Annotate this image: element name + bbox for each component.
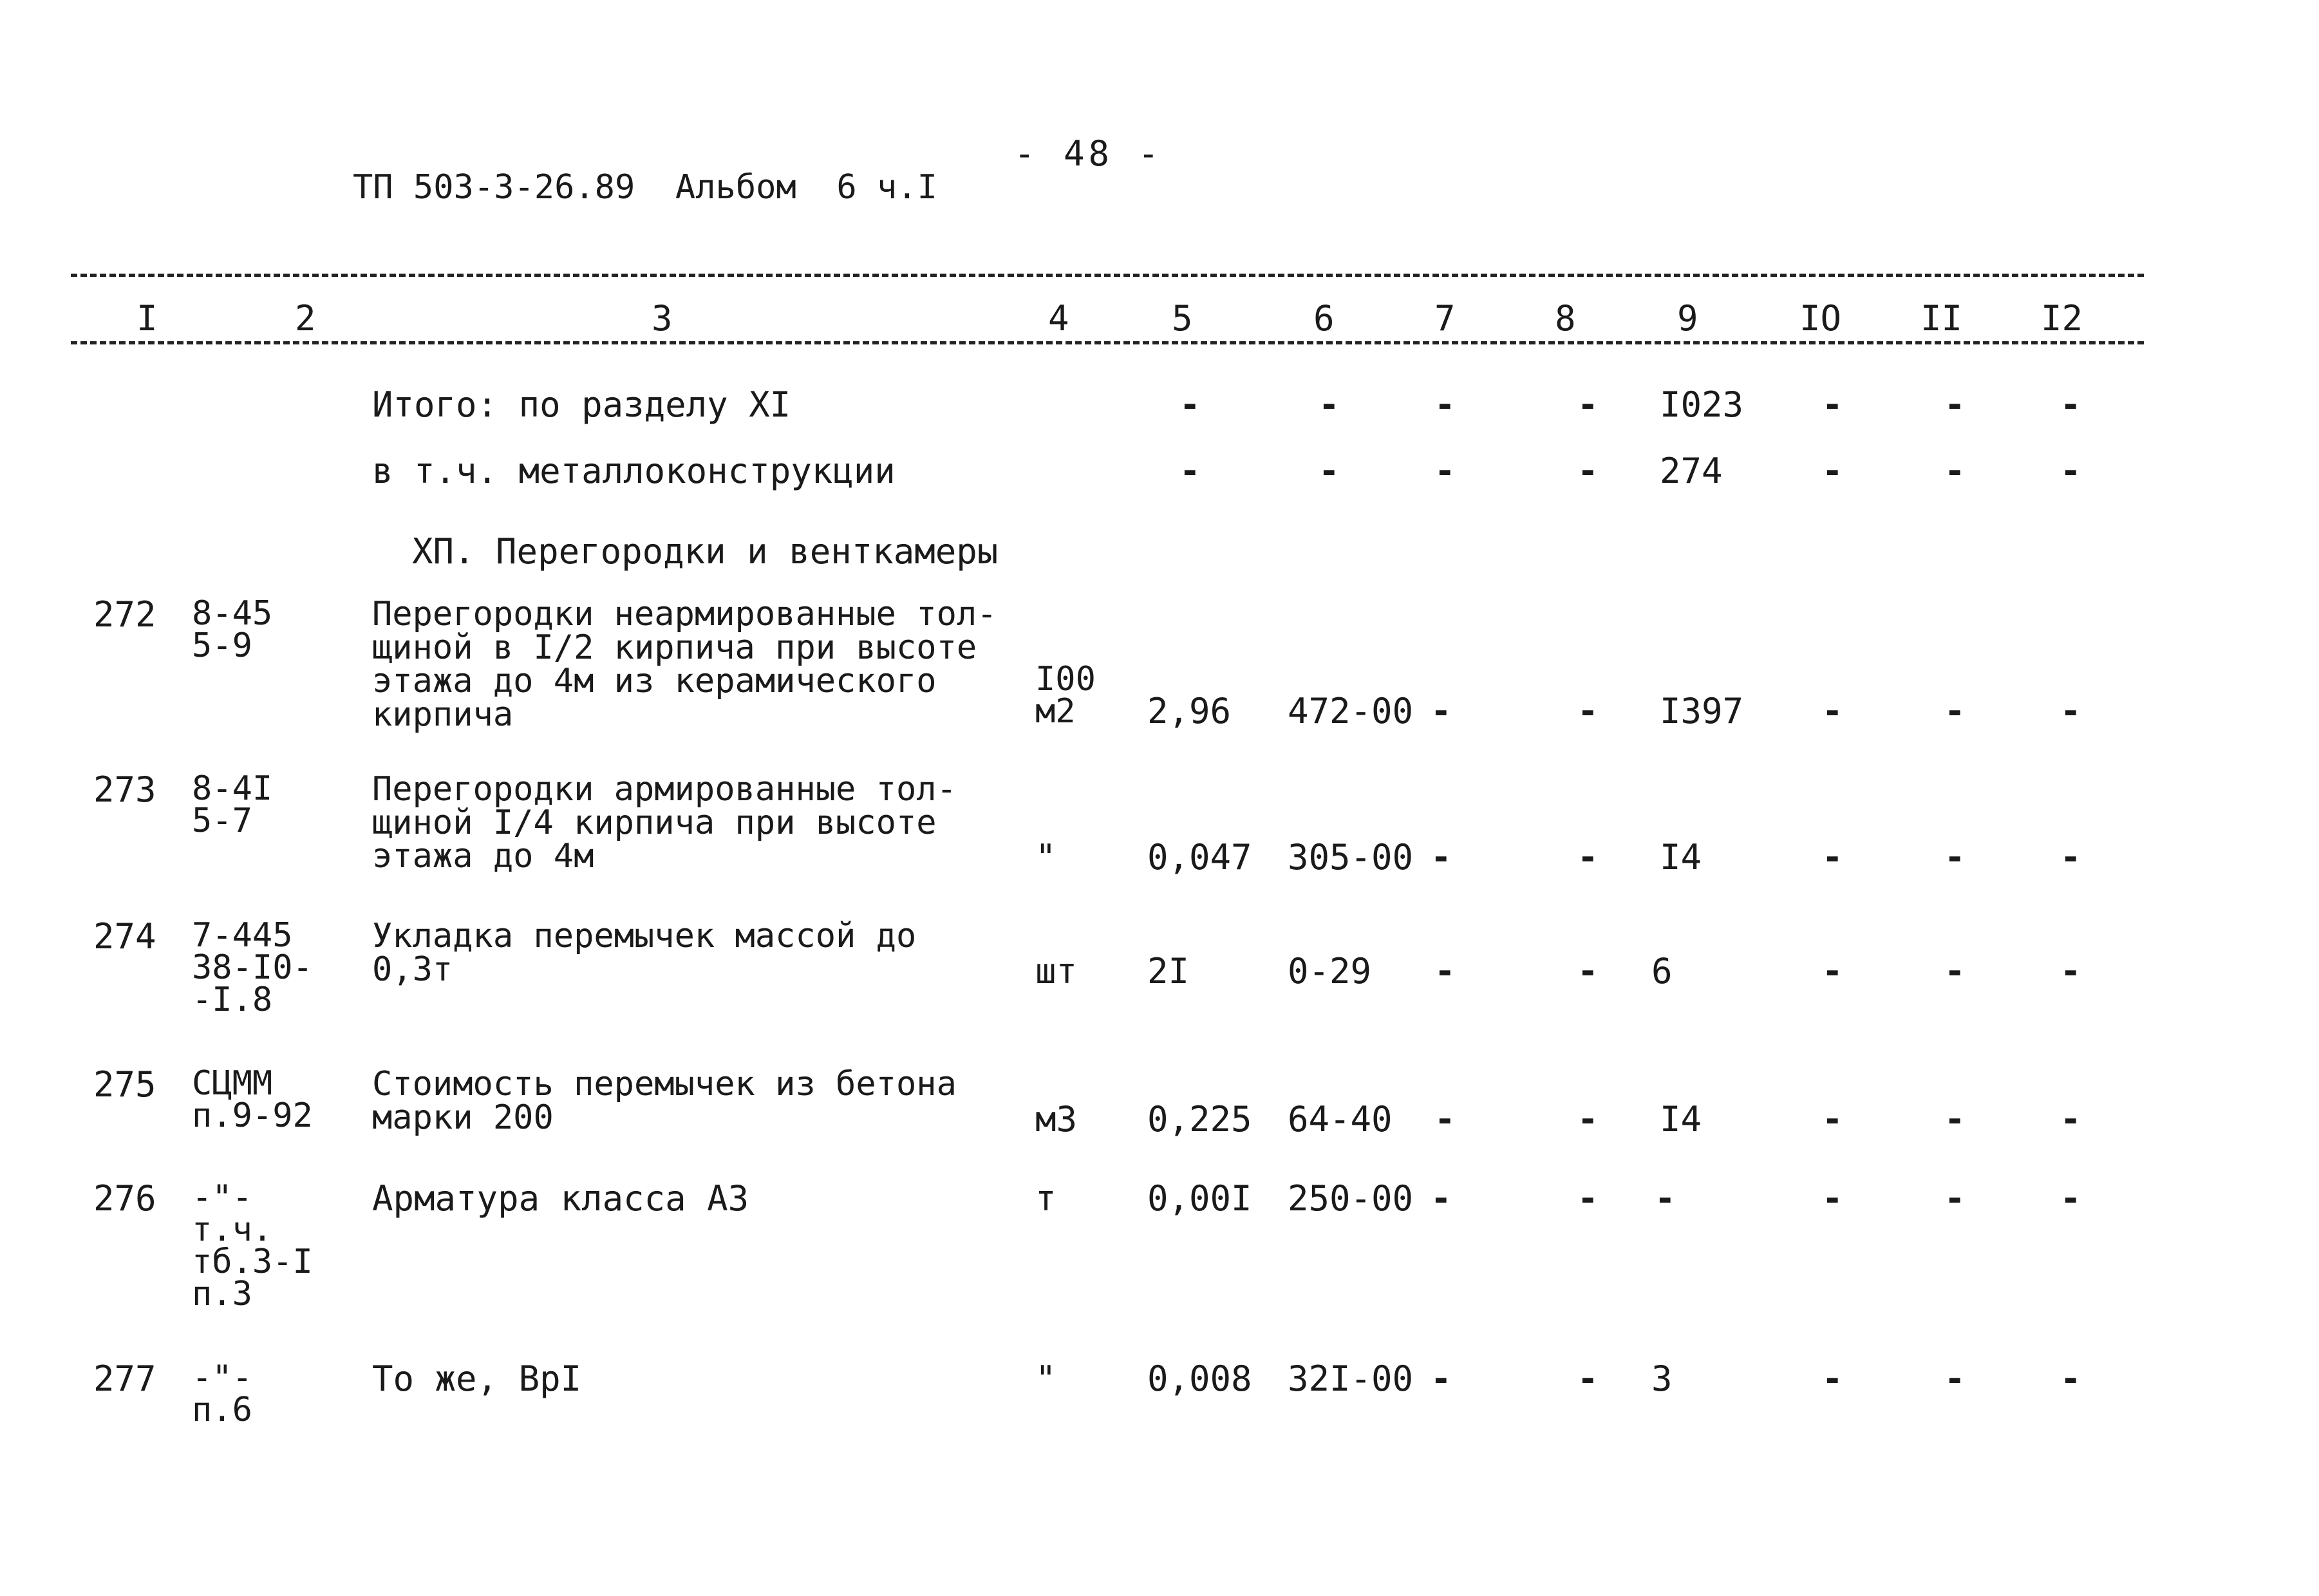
cell-col5: - — [1179, 384, 1201, 425]
unit: " — [1035, 1358, 1056, 1399]
unit: м3 — [1035, 1099, 1078, 1140]
unit-price: 0-29 — [1288, 951, 1372, 991]
column-number: II — [1920, 298, 1963, 339]
cell-col11: - — [1944, 451, 1966, 491]
cell-col8: - — [1577, 837, 1599, 878]
cell-col5: - — [1179, 451, 1201, 491]
norm-code: 8-45 5-9 — [192, 594, 273, 665]
norm-code: 7-445 38-I0- -I.8 — [192, 916, 313, 1019]
quantity: 0,225 — [1147, 1099, 1252, 1140]
cell-col11: - — [1944, 837, 1966, 878]
page-number: - 48 - — [1014, 133, 1163, 174]
cell-col10: - — [1822, 451, 1843, 491]
unit: шт — [1035, 951, 1078, 991]
norm-code: -"- п.6 — [192, 1358, 252, 1429]
quantity: 2,96 — [1147, 691, 1232, 731]
column-number: 6 — [1313, 298, 1335, 339]
work-description: Стоимость перемычек из бетона марки 200 — [372, 1065, 957, 1137]
cell-col10: - — [1822, 837, 1843, 878]
cell-col11: - — [1944, 951, 1966, 991]
cell-col7: - — [1431, 1358, 1452, 1399]
cell-col10: - — [1822, 691, 1843, 731]
norm-code: 8-4I 5-7 — [192, 769, 273, 840]
column-number: I — [136, 298, 158, 339]
cell-col6: - — [1319, 451, 1340, 491]
cell-col12: - — [2060, 837, 2081, 878]
cell-col12: - — [2060, 951, 2081, 991]
unit: " — [1035, 837, 1056, 878]
cell-col9: - — [1655, 1178, 1676, 1219]
cell-col8: - — [1577, 951, 1599, 991]
cell-col10: - — [1822, 384, 1843, 425]
row-number: 275 — [93, 1064, 156, 1105]
cell-col10: - — [1822, 951, 1843, 991]
unit: т — [1035, 1178, 1056, 1219]
work-description: Перегородки неармированные тол- щиной в I/2 кирпича при высоте этажа до 4м из керамического кирпича — [372, 595, 997, 734]
cell-col8: - — [1577, 451, 1599, 491]
cell-col12: - — [2060, 451, 2081, 491]
unit-price: 32I-00 — [1288, 1358, 1414, 1399]
cell-col6: - — [1319, 384, 1340, 425]
cell-col7: - — [1434, 384, 1456, 425]
row-number: 274 — [93, 916, 156, 957]
row-number: 272 — [93, 594, 156, 635]
cell-col11: - — [1944, 1358, 1966, 1399]
quantity: 2I — [1147, 951, 1190, 991]
cell-col12: - — [2060, 691, 2081, 731]
column-number: IO — [1799, 298, 1842, 339]
unit: I00 м2 — [1035, 660, 1096, 731]
cell-col7: - — [1434, 1099, 1456, 1140]
cell-col9: I4 — [1660, 1099, 1702, 1140]
column-number: 3 — [652, 298, 673, 339]
column-number: 7 — [1434, 298, 1456, 339]
quantity: 0,047 — [1147, 837, 1252, 878]
cell-col8: - — [1577, 1099, 1599, 1140]
cell-col9: 274 — [1660, 451, 1723, 491]
cell-col11: - — [1944, 1099, 1966, 1140]
cell-col12: - — [2060, 1099, 2081, 1140]
cell-col11: - — [1944, 384, 1966, 425]
cell-col12: - — [2060, 1178, 2081, 1219]
cell-col7: - — [1434, 451, 1456, 491]
cell-col10: - — [1822, 1178, 1843, 1219]
cell-col7: - — [1431, 837, 1452, 878]
work-description: То же, ВрI — [372, 1358, 582, 1399]
total-label: Итого: по разделу XI — [372, 384, 791, 425]
section-title: XП. Перегородки и венткамеры — [412, 531, 999, 572]
column-number: 5 — [1172, 298, 1193, 339]
cell-col9: 6 — [1651, 951, 1673, 991]
cell-col8: - — [1577, 1178, 1599, 1219]
cell-col9: I023 — [1660, 384, 1744, 425]
cell-col7: - — [1431, 1178, 1452, 1219]
cell-col7: - — [1431, 691, 1452, 731]
unit-price: 472-00 — [1288, 691, 1414, 731]
cell-col9: 3 — [1651, 1358, 1673, 1399]
column-number: 9 — [1677, 298, 1698, 339]
row-number: 277 — [93, 1358, 156, 1399]
unit-price: 305-00 — [1288, 837, 1414, 878]
header-bottom-rule — [71, 341, 2144, 344]
cell-col8: - — [1577, 691, 1599, 731]
norm-code: СЦММ п.9-92 — [192, 1064, 313, 1135]
cell-col7: - — [1434, 951, 1456, 991]
column-number: 2 — [295, 298, 316, 339]
cell-col8: - — [1577, 384, 1599, 425]
unit-price: 250-00 — [1288, 1178, 1414, 1219]
work-description: Арматура класса А3 — [372, 1178, 749, 1219]
work-description: Укладка перемычек массой до 0,3т — [372, 917, 917, 989]
cell-col8: - — [1577, 1358, 1599, 1399]
cell-col11: - — [1944, 691, 1966, 731]
quantity: 0,008 — [1147, 1358, 1252, 1399]
cell-col10: - — [1822, 1358, 1843, 1399]
cell-col9: I397 — [1660, 691, 1744, 731]
norm-code: -"- т.ч. тб.3-I п.3 — [192, 1178, 313, 1313]
cell-col12: - — [2060, 384, 2081, 425]
cell-col10: - — [1822, 1099, 1843, 1140]
document-title: ТП 503-3-26.89 Альбом 6 ч.I — [353, 168, 937, 207]
cell-col11: - — [1944, 1178, 1966, 1219]
quantity: 0,00I — [1147, 1178, 1252, 1219]
column-number: I2 — [2041, 298, 2083, 339]
column-number: 8 — [1555, 298, 1576, 339]
row-number: 276 — [93, 1178, 156, 1219]
cell-col9: I4 — [1660, 837, 1702, 878]
row-number: 273 — [93, 769, 156, 810]
cell-col12: - — [2060, 1358, 2081, 1399]
unit-price: 64-40 — [1288, 1099, 1393, 1140]
work-description: Перегородки армированные тол- щиной I/4 кирпича при высоте этажа до 4м — [372, 770, 957, 876]
total-label: в т.ч. металлоконструкции — [372, 451, 896, 491]
column-number: 4 — [1048, 298, 1069, 339]
header-top-rule — [71, 274, 2144, 277]
